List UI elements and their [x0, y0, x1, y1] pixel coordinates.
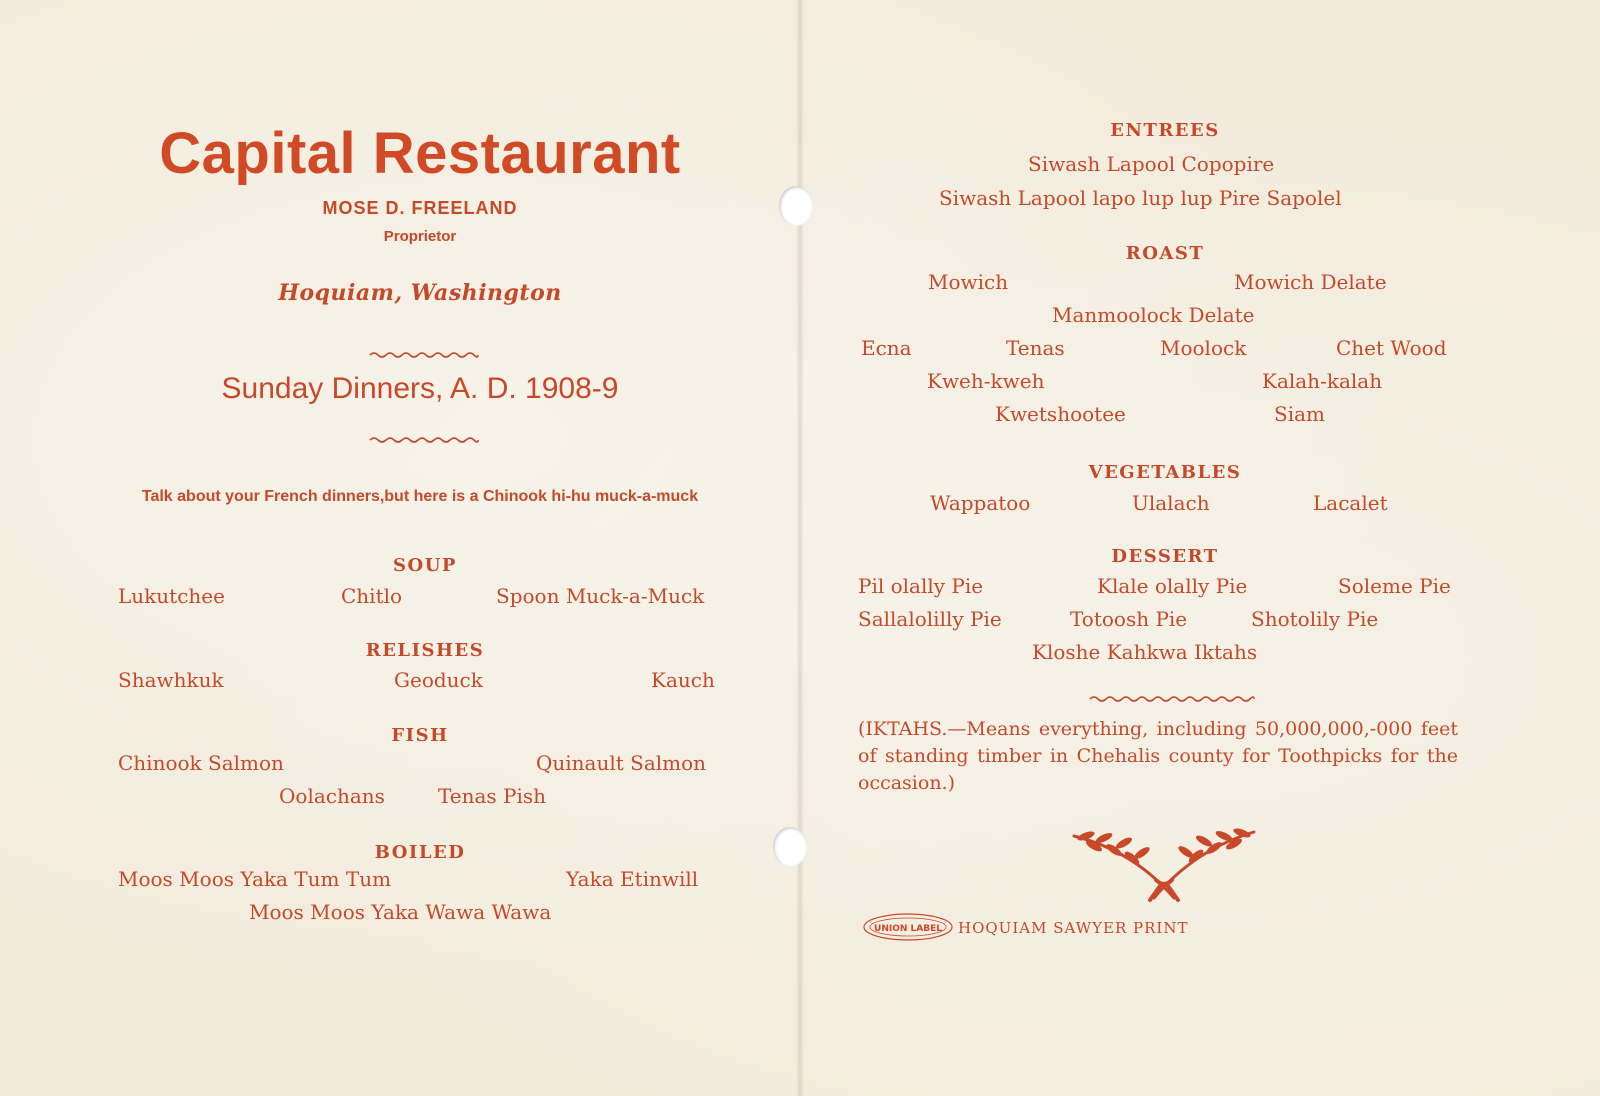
wavy-divider-icon: [368, 435, 480, 445]
punch-hole-bottom: [773, 827, 807, 867]
menu-item: Totoosh Pie: [1070, 607, 1188, 631]
menu-item: Geoduck: [394, 668, 483, 692]
center-fold: [796, 0, 804, 1096]
section-heading-dessert: DESSERT: [1111, 546, 1219, 567]
menu-item: Mowich Delate: [1234, 270, 1387, 294]
menu-item: Klale olally Pie: [1097, 574, 1248, 598]
iktahs-note: (IKTAHS.—Means everything, including 50,000,000,-000 feet of standing timber in Chehalis county for Toothpicks for the occasion.): [858, 718, 1458, 794]
menu-item: Shawhkuk: [118, 668, 224, 692]
tagline: Talk about your French dinners,but here is a Chinook hi-hu muck-a-muck: [141, 488, 699, 505]
menu-item: Siwash Lapool lapo lup lup Pire Sapolel: [939, 186, 1342, 210]
menu-item: Kloshe Kahkwa Iktahs: [1032, 640, 1258, 664]
section-heading-entrees: ENTREES: [1110, 120, 1220, 141]
menu-item: Ecna: [861, 336, 912, 360]
wavy-divider-icon: [368, 350, 480, 360]
menu-item: Oolachans: [279, 784, 385, 808]
occasion-title: Sunday Dinners, A. D. 1908-9: [221, 372, 619, 405]
menu-item: Tenas: [1006, 336, 1065, 360]
menu-item: Tenas Pish: [438, 784, 547, 808]
menu-item: Moos Moos Yaka Wawa Wawa: [249, 900, 552, 924]
menu-item: Chinook Salmon: [118, 751, 284, 775]
menu-item: Quinault Salmon: [536, 751, 707, 775]
menu-item: Mowich: [928, 270, 1009, 294]
section-heading-fish: FISH: [391, 725, 449, 746]
menu-item: Wappatoo: [930, 491, 1031, 515]
menu-item: Kwetshootee: [995, 402, 1126, 426]
menu-item: Chitlo: [341, 584, 403, 608]
section-heading-vegetables: VEGETABLES: [1088, 462, 1242, 483]
laurel-branches-icon: [1064, 826, 1264, 910]
menu-item: Chet Wood: [1336, 336, 1447, 360]
menu-item: Ulalach: [1132, 491, 1210, 515]
section-heading-relishes: RELISHES: [365, 640, 485, 661]
menu-item: Yaka Etinwill: [566, 867, 699, 891]
menu-item: Sallalolilly Pie: [858, 607, 1002, 631]
menu-item: Manmoolock Delate: [1052, 303, 1255, 327]
menu-item: Siwash Lapool Copopire: [1028, 152, 1275, 176]
menu-item: Kweh-kweh: [927, 369, 1045, 393]
restaurant-name: Capital Restaurant: [159, 121, 681, 186]
section-heading-boiled: BOILED: [374, 842, 466, 863]
menu-item: Lukutchee: [118, 584, 225, 608]
menu-item: Spoon Muck-a-Muck: [496, 584, 705, 608]
punch-hole-top: [779, 186, 813, 226]
printer-credit: HOQUIAM SAWYER PRINT: [958, 919, 1189, 937]
union-label-text: UNION LABEL: [874, 924, 942, 934]
union-label-seal-icon: [862, 912, 954, 942]
section-heading-roast: ROAST: [1125, 243, 1205, 264]
location: Hoquiam, Washington: [278, 280, 562, 306]
menu-item: Shotolily Pie: [1251, 607, 1379, 631]
menu-item: Kauch: [651, 668, 715, 692]
menu-item: Moolock: [1160, 336, 1247, 360]
proprietor-role: Proprietor: [383, 228, 457, 245]
menu-item: Kalah-kalah: [1262, 369, 1383, 393]
section-heading-soup: SOUP: [393, 555, 457, 576]
menu-item: Soleme Pie: [1338, 574, 1451, 598]
proprietor-name: MOSE D. FREELAND: [322, 198, 518, 218]
menu-item: Siam: [1274, 402, 1325, 426]
wavy-divider-icon: [1088, 694, 1256, 704]
menu-item: Lacalet: [1313, 491, 1388, 515]
menu-item: Moos Moos Yaka Tum Tum: [118, 867, 392, 891]
menu-item: Pil olally Pie: [858, 574, 984, 598]
